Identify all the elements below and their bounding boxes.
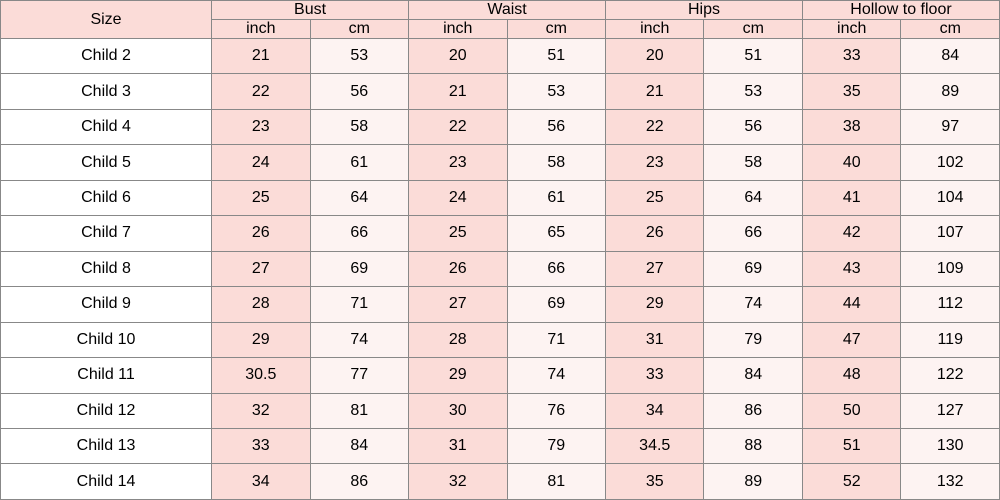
cell-measurement: 122 xyxy=(901,358,1000,393)
cell-size-label: Child 13 xyxy=(1,428,212,463)
cell-measurement: 88 xyxy=(704,428,803,463)
cell-measurement: 25 xyxy=(606,180,704,215)
cell-measurement: 71 xyxy=(507,322,605,357)
cell-measurement: 28 xyxy=(409,322,507,357)
cell-measurement: 69 xyxy=(507,287,605,322)
cell-measurement: 112 xyxy=(901,287,1000,322)
cell-measurement: 44 xyxy=(802,287,900,322)
table-row xyxy=(1,180,1000,215)
cell-measurement: 84 xyxy=(901,39,1000,74)
cell-measurement: 107 xyxy=(901,216,1000,251)
cell-size-label: Child 8 xyxy=(1,251,212,286)
cell-measurement: 24 xyxy=(409,180,507,215)
cell-measurement: 26 xyxy=(606,216,704,251)
cell-measurement: 29 xyxy=(606,287,704,322)
cell-measurement: 81 xyxy=(310,393,409,428)
cell-measurement: 50 xyxy=(802,393,900,428)
cell-measurement: 53 xyxy=(310,39,409,74)
cell-measurement: 69 xyxy=(704,251,803,286)
header-size: Size xyxy=(1,1,212,39)
table-row xyxy=(1,39,1000,74)
cell-measurement: 23 xyxy=(212,109,310,144)
cell-measurement: 31 xyxy=(409,428,507,463)
cell-measurement: 81 xyxy=(507,464,605,500)
cell-measurement: 32 xyxy=(409,464,507,500)
table-row xyxy=(1,145,1000,180)
cell-measurement: 66 xyxy=(310,216,409,251)
cell-measurement: 48 xyxy=(802,358,900,393)
cell-measurement: 22 xyxy=(409,109,507,144)
cell-measurement: 43 xyxy=(802,251,900,286)
header-row-groups xyxy=(1,1,1000,20)
cell-measurement: 51 xyxy=(802,428,900,463)
cell-measurement: 38 xyxy=(802,109,900,144)
cell-measurement: 109 xyxy=(901,251,1000,286)
cell-measurement: 56 xyxy=(507,109,605,144)
cell-measurement: 26 xyxy=(409,251,507,286)
cell-size-label: Child 6 xyxy=(1,180,212,215)
cell-measurement: 119 xyxy=(901,322,1000,357)
cell-measurement: 53 xyxy=(507,74,605,109)
cell-measurement: 76 xyxy=(507,393,605,428)
cell-measurement: 64 xyxy=(310,180,409,215)
header-unit-bust-cm: cm xyxy=(310,20,409,39)
table-row xyxy=(1,464,1000,500)
cell-measurement: 26 xyxy=(212,216,310,251)
cell-size-label: Child 12 xyxy=(1,393,212,428)
cell-measurement: 97 xyxy=(901,109,1000,144)
cell-measurement: 27 xyxy=(212,251,310,286)
cell-measurement: 130 xyxy=(901,428,1000,463)
cell-measurement: 58 xyxy=(310,109,409,144)
cell-measurement: 84 xyxy=(704,358,803,393)
cell-measurement: 74 xyxy=(507,358,605,393)
cell-measurement: 89 xyxy=(704,464,803,500)
cell-measurement: 86 xyxy=(704,393,803,428)
cell-measurement: 127 xyxy=(901,393,1000,428)
table-header xyxy=(1,1,1000,39)
cell-measurement: 33 xyxy=(606,358,704,393)
cell-measurement: 51 xyxy=(704,39,803,74)
table-body xyxy=(1,39,1000,500)
cell-measurement: 132 xyxy=(901,464,1000,500)
header-group-hollow-to-floor: Hollow to floor xyxy=(802,1,999,20)
cell-size-label: Child 14 xyxy=(1,464,212,500)
cell-measurement: 25 xyxy=(409,216,507,251)
cell-measurement: 56 xyxy=(310,74,409,109)
cell-measurement: 79 xyxy=(507,428,605,463)
cell-measurement: 66 xyxy=(704,216,803,251)
cell-measurement: 32 xyxy=(212,393,310,428)
cell-measurement: 28 xyxy=(212,287,310,322)
cell-measurement: 29 xyxy=(409,358,507,393)
header-unit-hips-cm: cm xyxy=(704,20,803,39)
cell-measurement: 22 xyxy=(606,109,704,144)
header-group-bust: Bust xyxy=(212,1,409,20)
header-group-waist: Waist xyxy=(409,1,606,20)
cell-measurement: 31 xyxy=(606,322,704,357)
cell-measurement: 33 xyxy=(212,428,310,463)
cell-measurement: 64 xyxy=(704,180,803,215)
cell-measurement: 20 xyxy=(606,39,704,74)
cell-measurement: 35 xyxy=(606,464,704,500)
table-row xyxy=(1,322,1000,357)
cell-measurement: 30.5 xyxy=(212,358,310,393)
cell-size-label: Child 9 xyxy=(1,287,212,322)
cell-measurement: 23 xyxy=(409,145,507,180)
cell-measurement: 40 xyxy=(802,145,900,180)
cell-measurement: 34 xyxy=(212,464,310,500)
cell-size-label: Child 7 xyxy=(1,216,212,251)
cell-measurement: 56 xyxy=(704,109,803,144)
cell-measurement: 86 xyxy=(310,464,409,500)
cell-measurement: 35 xyxy=(802,74,900,109)
cell-measurement: 42 xyxy=(802,216,900,251)
cell-measurement: 84 xyxy=(310,428,409,463)
cell-measurement: 61 xyxy=(507,180,605,215)
cell-measurement: 74 xyxy=(704,287,803,322)
table-row xyxy=(1,287,1000,322)
cell-measurement: 20 xyxy=(409,39,507,74)
cell-size-label: Child 2 xyxy=(1,39,212,74)
cell-measurement: 66 xyxy=(507,251,605,286)
cell-size-label: Child 3 xyxy=(1,74,212,109)
table-row xyxy=(1,109,1000,144)
cell-measurement: 53 xyxy=(704,74,803,109)
cell-measurement: 21 xyxy=(606,74,704,109)
cell-measurement: 41 xyxy=(802,180,900,215)
header-unit-hollow-cm: cm xyxy=(901,20,1000,39)
cell-measurement: 21 xyxy=(409,74,507,109)
cell-measurement: 104 xyxy=(901,180,1000,215)
cell-measurement: 23 xyxy=(606,145,704,180)
cell-measurement: 51 xyxy=(507,39,605,74)
cell-measurement: 79 xyxy=(704,322,803,357)
cell-measurement: 52 xyxy=(802,464,900,500)
header-unit-waist-cm: cm xyxy=(507,20,605,39)
header-unit-hollow-inch: inch xyxy=(802,20,900,39)
cell-measurement: 61 xyxy=(310,145,409,180)
cell-measurement: 34 xyxy=(606,393,704,428)
cell-measurement: 58 xyxy=(704,145,803,180)
table-row xyxy=(1,393,1000,428)
cell-size-label: Child 5 xyxy=(1,145,212,180)
cell-measurement: 65 xyxy=(507,216,605,251)
cell-measurement: 89 xyxy=(901,74,1000,109)
table-row xyxy=(1,74,1000,109)
table-row xyxy=(1,428,1000,463)
cell-measurement: 27 xyxy=(409,287,507,322)
cell-measurement: 25 xyxy=(212,180,310,215)
header-unit-hips-inch: inch xyxy=(606,20,704,39)
header-unit-bust-inch: inch xyxy=(212,20,310,39)
cell-measurement: 33 xyxy=(802,39,900,74)
cell-measurement: 29 xyxy=(212,322,310,357)
cell-measurement: 71 xyxy=(310,287,409,322)
table-row xyxy=(1,251,1000,286)
cell-measurement: 21 xyxy=(212,39,310,74)
cell-measurement: 102 xyxy=(901,145,1000,180)
cell-measurement: 58 xyxy=(507,145,605,180)
cell-measurement: 30 xyxy=(409,393,507,428)
cell-measurement: 77 xyxy=(310,358,409,393)
cell-measurement: 47 xyxy=(802,322,900,357)
cell-measurement: 24 xyxy=(212,145,310,180)
cell-measurement: 69 xyxy=(310,251,409,286)
cell-measurement: 22 xyxy=(212,74,310,109)
table-row xyxy=(1,216,1000,251)
table-row xyxy=(1,358,1000,393)
header-unit-waist-inch: inch xyxy=(409,20,507,39)
cell-size-label: Child 11 xyxy=(1,358,212,393)
cell-measurement: 27 xyxy=(606,251,704,286)
cell-measurement: 34.5 xyxy=(606,428,704,463)
cell-measurement: 74 xyxy=(310,322,409,357)
cell-size-label: Child 4 xyxy=(1,109,212,144)
cell-size-label: Child 10 xyxy=(1,322,212,357)
header-group-hips: Hips xyxy=(606,1,803,20)
